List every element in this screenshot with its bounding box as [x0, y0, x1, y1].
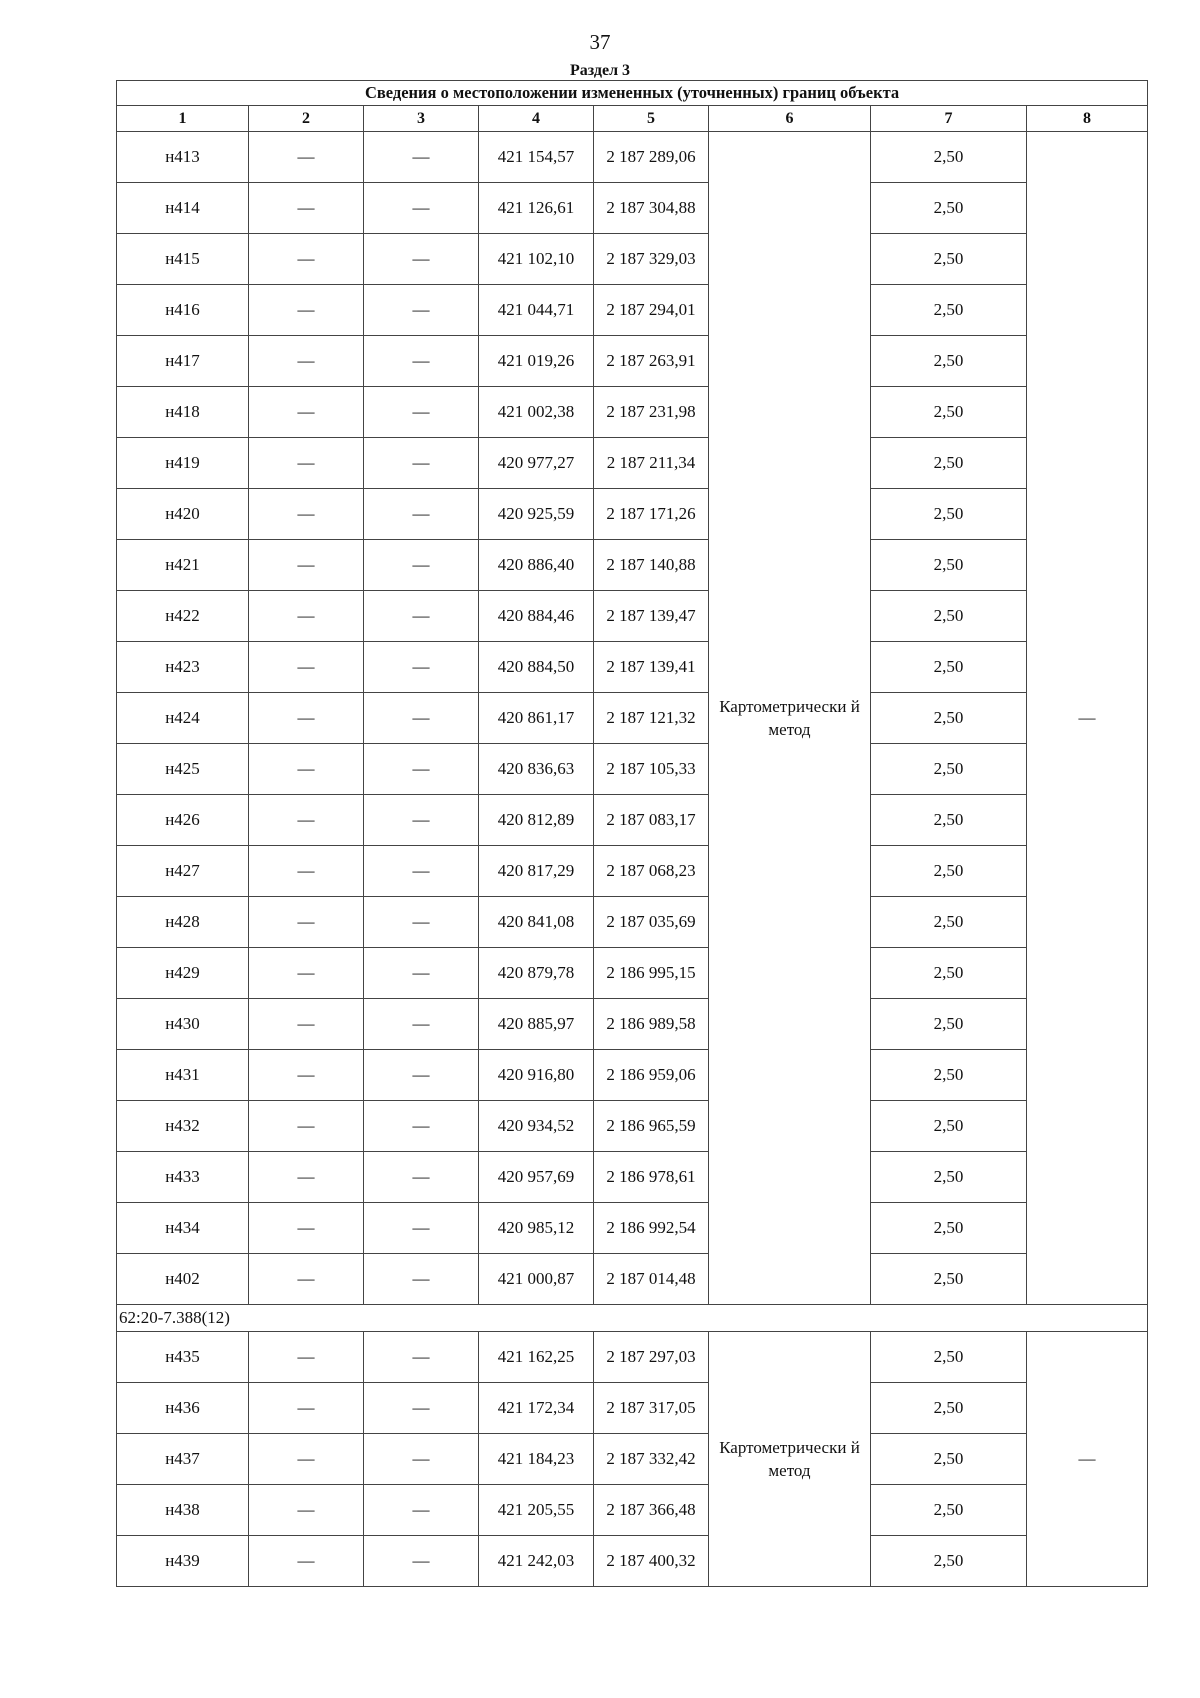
x-coordinate-cell: 420 957,69 — [479, 1152, 594, 1203]
accuracy-cell: 2,50 — [871, 948, 1027, 999]
group-label-row — [117, 1305, 1148, 1332]
x-coordinate-cell: 421 184,23 — [479, 1434, 594, 1485]
x-coordinate-cell: 420 884,46 — [479, 591, 594, 642]
column-number: 4 — [479, 106, 594, 132]
point-id-cell: н435 — [117, 1332, 249, 1383]
x-coordinate-cell: 421 242,03 — [479, 1536, 594, 1587]
column-8-cell: — — [1027, 1332, 1148, 1587]
point-id-cell: н431 — [117, 1050, 249, 1101]
point-id-cell: н426 — [117, 795, 249, 846]
table-row — [117, 183, 1148, 234]
table-row — [117, 1254, 1148, 1305]
y-coordinate-cell: 2 187 304,88 — [594, 183, 709, 234]
table-row — [117, 132, 1148, 183]
x-coordinate-cell: 420 812,89 — [479, 795, 594, 846]
column-number: 1 — [117, 106, 249, 132]
column-8-cell: — — [1027, 132, 1148, 1305]
point-id-cell: н430 — [117, 999, 249, 1050]
accuracy-cell: 2,50 — [871, 1332, 1027, 1383]
column-2-cell: — — [249, 489, 364, 540]
y-coordinate-cell: 2 187 211,34 — [594, 438, 709, 489]
column-2-cell: — — [249, 1101, 364, 1152]
table-row — [117, 1203, 1148, 1254]
x-coordinate-cell: 420 861,17 — [479, 693, 594, 744]
point-id-cell: н437 — [117, 1434, 249, 1485]
column-3-cell: — — [364, 1536, 479, 1587]
accuracy-cell: 2,50 — [871, 591, 1027, 642]
table-row — [117, 336, 1148, 387]
column-3-cell: — — [364, 132, 479, 183]
accuracy-cell: 2,50 — [871, 642, 1027, 693]
point-id-cell: н413 — [117, 132, 249, 183]
column-3-cell: — — [364, 948, 479, 999]
point-id-cell: н427 — [117, 846, 249, 897]
x-coordinate-cell: 420 985,12 — [479, 1203, 594, 1254]
accuracy-cell: 2,50 — [871, 489, 1027, 540]
table-row — [117, 438, 1148, 489]
y-coordinate-cell: 2 187 139,41 — [594, 642, 709, 693]
column-3-cell: — — [364, 285, 479, 336]
table-row — [117, 1332, 1148, 1383]
x-coordinate-cell: 421 154,57 — [479, 132, 594, 183]
table-row — [117, 1050, 1148, 1101]
y-coordinate-cell: 2 186 965,59 — [594, 1101, 709, 1152]
column-number: 7 — [871, 106, 1027, 132]
x-coordinate-cell: 420 925,59 — [479, 489, 594, 540]
point-id-cell: н419 — [117, 438, 249, 489]
table-body — [117, 132, 1148, 1587]
point-id-cell: н416 — [117, 285, 249, 336]
table-row — [117, 897, 1148, 948]
column-2-cell: — — [249, 897, 364, 948]
table-row — [117, 948, 1148, 999]
x-coordinate-cell: 421 044,71 — [479, 285, 594, 336]
table-row — [117, 1434, 1148, 1485]
column-2-cell: — — [249, 234, 364, 285]
column-2-cell: — — [249, 1485, 364, 1536]
accuracy-cell: 2,50 — [871, 1383, 1027, 1434]
table-row — [117, 846, 1148, 897]
column-2-cell: — — [249, 693, 364, 744]
table-row — [117, 795, 1148, 846]
accuracy-cell: 2,50 — [871, 795, 1027, 846]
column-3-cell: — — [364, 387, 479, 438]
accuracy-cell: 2,50 — [871, 132, 1027, 183]
point-id-cell: н434 — [117, 1203, 249, 1254]
column-2-cell: — — [249, 336, 364, 387]
y-coordinate-cell: 2 187 297,03 — [594, 1332, 709, 1383]
y-coordinate-cell: 2 187 317,05 — [594, 1383, 709, 1434]
x-coordinate-cell: 420 885,97 — [479, 999, 594, 1050]
x-coordinate-cell: 421 162,25 — [479, 1332, 594, 1383]
table-row — [117, 591, 1148, 642]
column-2-cell: — — [249, 540, 364, 591]
column-3-cell: — — [364, 795, 479, 846]
accuracy-cell: 2,50 — [871, 1434, 1027, 1485]
column-3-cell: — — [364, 1332, 479, 1383]
y-coordinate-cell: 2 187 289,06 — [594, 132, 709, 183]
accuracy-cell: 2,50 — [871, 234, 1027, 285]
x-coordinate-cell: 421 019,26 — [479, 336, 594, 387]
accuracy-cell: 2,50 — [871, 540, 1027, 591]
table-row — [117, 999, 1148, 1050]
accuracy-cell: 2,50 — [871, 744, 1027, 795]
column-2-cell: — — [249, 1434, 364, 1485]
y-coordinate-cell: 2 187 400,32 — [594, 1536, 709, 1587]
accuracy-cell: 2,50 — [871, 285, 1027, 336]
table-row — [117, 1536, 1148, 1587]
column-2-cell: — — [249, 948, 364, 999]
accuracy-cell: 2,50 — [871, 693, 1027, 744]
point-id-cell: н417 — [117, 336, 249, 387]
table-row — [117, 540, 1148, 591]
accuracy-cell: 2,50 — [871, 438, 1027, 489]
y-coordinate-cell: 2 186 989,58 — [594, 999, 709, 1050]
x-coordinate-cell: 421 000,87 — [479, 1254, 594, 1305]
column-number: 6 — [709, 106, 871, 132]
point-id-cell: н415 — [117, 234, 249, 285]
y-coordinate-cell: 2 187 068,23 — [594, 846, 709, 897]
column-3-cell: — — [364, 1434, 479, 1485]
table-row — [117, 387, 1148, 438]
table-row — [117, 1485, 1148, 1536]
column-2-cell: — — [249, 183, 364, 234]
column-3-cell: — — [364, 234, 479, 285]
column-2-cell: — — [249, 795, 364, 846]
x-coordinate-cell: 420 884,50 — [479, 642, 594, 693]
table-row — [117, 489, 1148, 540]
point-id-cell: н418 — [117, 387, 249, 438]
column-3-cell: — — [364, 846, 479, 897]
y-coordinate-cell: 2 187 139,47 — [594, 591, 709, 642]
accuracy-cell: 2,50 — [871, 999, 1027, 1050]
accuracy-cell: 2,50 — [871, 1254, 1027, 1305]
table-row — [117, 1383, 1148, 1434]
y-coordinate-cell: 2 187 231,98 — [594, 387, 709, 438]
y-coordinate-cell: 2 186 959,06 — [594, 1050, 709, 1101]
accuracy-cell: 2,50 — [871, 387, 1027, 438]
y-coordinate-cell: 2 187 171,26 — [594, 489, 709, 540]
table-row — [117, 1101, 1148, 1152]
point-id-cell: н420 — [117, 489, 249, 540]
y-coordinate-cell: 2 187 366,48 — [594, 1485, 709, 1536]
column-3-cell: — — [364, 642, 479, 693]
point-id-cell: н402 — [117, 1254, 249, 1305]
column-3-cell: — — [364, 999, 479, 1050]
x-coordinate-cell: 420 836,63 — [479, 744, 594, 795]
accuracy-cell: 2,50 — [871, 1485, 1027, 1536]
column-number: 8 — [1027, 106, 1148, 132]
column-2-cell: — — [249, 1536, 364, 1587]
column-3-cell: — — [364, 489, 479, 540]
y-coordinate-cell: 2 187 140,88 — [594, 540, 709, 591]
column-3-cell: — — [364, 897, 479, 948]
column-3-cell: — — [364, 1050, 479, 1101]
column-3-cell: — — [364, 1485, 479, 1536]
table-row — [117, 693, 1148, 744]
y-coordinate-cell: 2 187 083,17 — [594, 795, 709, 846]
y-coordinate-cell: 2 187 263,91 — [594, 336, 709, 387]
column-2-cell: — — [249, 387, 364, 438]
accuracy-cell: 2,50 — [871, 1203, 1027, 1254]
x-coordinate-cell: 421 102,10 — [479, 234, 594, 285]
column-number: 3 — [364, 106, 479, 132]
column-3-cell: — — [364, 744, 479, 795]
y-coordinate-cell: 2 186 978,61 — [594, 1152, 709, 1203]
boundary-coordinates-table — [116, 80, 1148, 1587]
column-2-cell: — — [249, 1203, 364, 1254]
x-coordinate-cell: 420 841,08 — [479, 897, 594, 948]
x-coordinate-cell: 420 879,78 — [479, 948, 594, 999]
x-coordinate-cell: 421 126,61 — [479, 183, 594, 234]
column-2-cell: — — [249, 642, 364, 693]
column-3-cell: — — [364, 1101, 479, 1152]
column-2-cell: — — [249, 132, 364, 183]
point-id-cell: н424 — [117, 693, 249, 744]
y-coordinate-cell: 2 186 995,15 — [594, 948, 709, 999]
y-coordinate-cell: 2 187 294,01 — [594, 285, 709, 336]
point-id-cell: н428 — [117, 897, 249, 948]
x-coordinate-cell: 420 817,29 — [479, 846, 594, 897]
method-cell: Картометрически й метод — [709, 132, 871, 1305]
column-number-row — [117, 106, 1148, 132]
column-3-cell: — — [364, 438, 479, 489]
column-3-cell: — — [364, 1152, 479, 1203]
point-id-cell: н432 — [117, 1101, 249, 1152]
column-2-cell: — — [249, 1383, 364, 1434]
column-3-cell: — — [364, 1203, 479, 1254]
table-row — [117, 285, 1148, 336]
x-coordinate-cell: 420 886,40 — [479, 540, 594, 591]
accuracy-cell: 2,50 — [871, 336, 1027, 387]
column-3-cell: — — [364, 540, 479, 591]
column-2-cell: — — [249, 1152, 364, 1203]
column-2-cell: — — [249, 285, 364, 336]
point-id-cell: н422 — [117, 591, 249, 642]
column-2-cell: — — [249, 1050, 364, 1101]
y-coordinate-cell: 2 187 329,03 — [594, 234, 709, 285]
column-3-cell: — — [364, 1383, 479, 1434]
table-row — [117, 1152, 1148, 1203]
column-2-cell: — — [249, 999, 364, 1050]
column-2-cell: — — [249, 744, 364, 795]
accuracy-cell: 2,50 — [871, 1152, 1027, 1203]
point-id-cell: н414 — [117, 183, 249, 234]
column-2-cell: — — [249, 591, 364, 642]
table-row — [117, 234, 1148, 285]
accuracy-cell: 2,50 — [871, 183, 1027, 234]
table-row — [117, 744, 1148, 795]
table-caption: Сведения о местоположении измененных (уточненных) границ объекта — [117, 81, 1148, 106]
point-id-cell: н421 — [117, 540, 249, 591]
accuracy-cell: 2,50 — [871, 1050, 1027, 1101]
column-3-cell: — — [364, 183, 479, 234]
y-coordinate-cell: 2 187 014,48 — [594, 1254, 709, 1305]
point-id-cell: н423 — [117, 642, 249, 693]
method-cell: Картометрически й метод — [709, 1332, 871, 1587]
column-number: 5 — [594, 106, 709, 132]
y-coordinate-cell: 2 187 121,32 — [594, 693, 709, 744]
table-caption-row — [117, 81, 1148, 106]
y-coordinate-cell: 2 187 332,42 — [594, 1434, 709, 1485]
column-2-cell: — — [249, 438, 364, 489]
page-number: 37 — [589, 30, 611, 54]
x-coordinate-cell: 421 002,38 — [479, 387, 594, 438]
column-3-cell: — — [364, 1254, 479, 1305]
column-2-cell: — — [249, 1254, 364, 1305]
column-2-cell: — — [249, 1332, 364, 1383]
x-coordinate-cell: 420 916,80 — [479, 1050, 594, 1101]
point-id-cell: н429 — [117, 948, 249, 999]
x-coordinate-cell: 420 977,27 — [479, 438, 594, 489]
point-id-cell: н425 — [117, 744, 249, 795]
table-row — [117, 642, 1148, 693]
point-id-cell: н436 — [117, 1383, 249, 1434]
accuracy-cell: 2,50 — [871, 897, 1027, 948]
y-coordinate-cell: 2 187 035,69 — [594, 897, 709, 948]
x-coordinate-cell: 421 205,55 — [479, 1485, 594, 1536]
column-2-cell: — — [249, 846, 364, 897]
accuracy-cell: 2,50 — [871, 1536, 1027, 1587]
x-coordinate-cell: 421 172,34 — [479, 1383, 594, 1434]
accuracy-cell: 2,50 — [871, 1101, 1027, 1152]
column-3-cell: — — [364, 693, 479, 744]
accuracy-cell: 2,50 — [871, 846, 1027, 897]
y-coordinate-cell: 2 187 105,33 — [594, 744, 709, 795]
y-coordinate-cell: 2 186 992,54 — [594, 1203, 709, 1254]
section-title: Раздел 3 — [569, 62, 631, 79]
column-3-cell: — — [364, 591, 479, 642]
cadastral-group-label: 62:20-7.388(12) — [117, 1305, 1148, 1332]
x-coordinate-cell: 420 934,52 — [479, 1101, 594, 1152]
point-id-cell: н438 — [117, 1485, 249, 1536]
column-3-cell: — — [364, 336, 479, 387]
point-id-cell: н433 — [117, 1152, 249, 1203]
point-id-cell: н439 — [117, 1536, 249, 1587]
column-number: 2 — [249, 106, 364, 132]
